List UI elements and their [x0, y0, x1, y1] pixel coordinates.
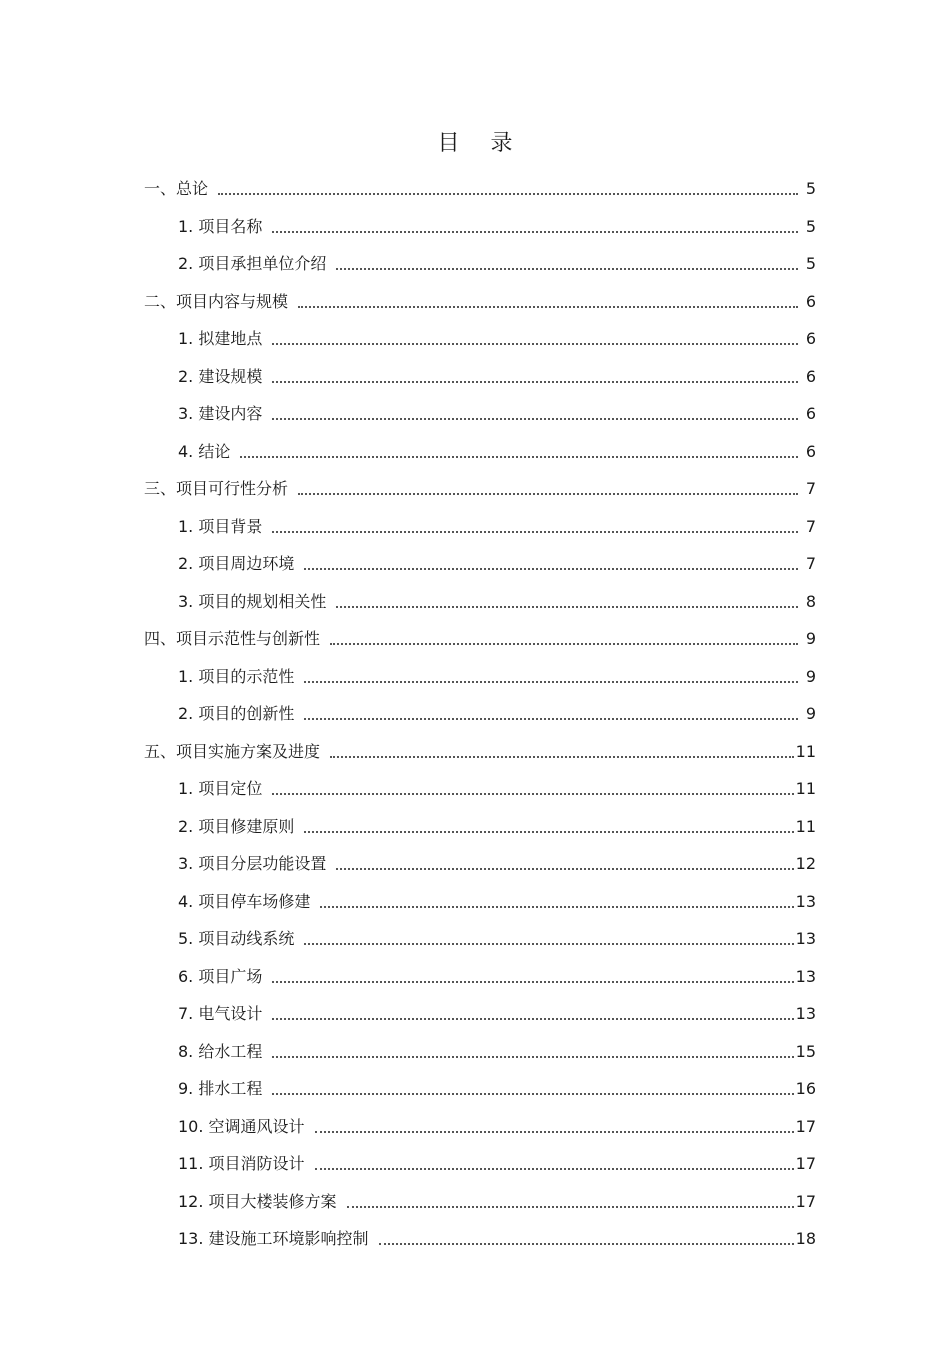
toc-entry-page-number: 11 — [795, 816, 816, 836]
toc-entry-page-number: 5 — [805, 179, 816, 198]
toc-entry-page-number: 7 — [805, 554, 816, 573]
dot-leader — [272, 1018, 793, 1020]
toc-section-entry[interactable] — [178, 696, 816, 724]
toc-section-entry[interactable] — [178, 584, 816, 612]
toc-section-entry[interactable] — [178, 921, 816, 949]
toc-entry-title: 5. 项目动线系统 — [178, 929, 295, 948]
toc-entry-page-number: 9 — [805, 704, 816, 723]
toc-entry-title: 3. 建设内容 — [178, 404, 263, 423]
toc-section-entry[interactable] — [178, 1071, 816, 1099]
toc-entry-title: 四、项目示范性与创新性 — [144, 629, 321, 648]
dot-leader — [298, 306, 798, 308]
toc-entry-page-number: 5 — [805, 254, 816, 273]
toc-entry-title: 4. 结论 — [178, 441, 231, 461]
toc-entry-page-number: 16 — [795, 1079, 816, 1098]
toc-entry-title: 3. 项目的规划相关性 — [178, 591, 327, 611]
dot-leader — [315, 1131, 794, 1133]
dot-leader — [336, 868, 793, 870]
dot-leader — [315, 1168, 794, 1170]
toc-entry-page-number: 6 — [805, 291, 816, 311]
toc-chapter-entry[interactable] — [144, 471, 816, 499]
dot-leader — [379, 1243, 794, 1245]
toc-entry-title: 2. 项目承担单位介绍 — [178, 254, 327, 273]
toc-section-entry[interactable] — [178, 959, 816, 987]
toc-entry-title: 1. 项目定位 — [178, 779, 263, 798]
toc-section-entry[interactable] — [178, 546, 816, 574]
toc-entry-title: 2. 项目的创新性 — [178, 704, 295, 723]
toc-section-entry[interactable] — [178, 1221, 816, 1249]
toc-chapter-entry[interactable] — [144, 284, 816, 312]
toc-section-entry[interactable] — [178, 1146, 816, 1174]
toc-section-entry[interactable] — [178, 1109, 816, 1137]
toc-entry-page-number: 5 — [805, 216, 816, 236]
toc-section-entry[interactable] — [178, 771, 816, 799]
dot-leader — [272, 1056, 793, 1058]
toc-entry-title: 3. 项目分层功能设置 — [178, 854, 327, 873]
toc-chapter-entry[interactable] — [144, 621, 816, 649]
toc-entry-title: 7. 电气设计 — [178, 1004, 263, 1023]
dot-leader — [336, 606, 798, 608]
toc-entry-title: 三、项目可行性分析 — [144, 479, 289, 498]
toc-section-entry[interactable] — [178, 434, 816, 462]
toc-entry-page-number: 8 — [805, 591, 816, 611]
toc-entry-page-number: 11 — [795, 779, 816, 798]
toc-section-entry[interactable] — [178, 396, 816, 424]
dot-leader — [272, 1093, 793, 1095]
toc-section-entry[interactable] — [178, 996, 816, 1024]
toc-chapter-entry[interactable] — [144, 734, 816, 762]
dot-leader — [304, 831, 793, 833]
toc-entry-page-number: 7 — [805, 479, 816, 498]
toc-section-entry[interactable] — [178, 846, 816, 874]
toc-entry-page-number: 15 — [795, 1041, 816, 1061]
dot-leader — [304, 568, 798, 570]
dot-leader — [218, 193, 798, 195]
toc-section-entry[interactable] — [178, 509, 816, 537]
toc-entry-title: 12. 项目大楼装修方案 — [178, 1191, 337, 1211]
toc-entry-page-number: 6 — [805, 404, 816, 423]
toc-entry-page-number: 6 — [805, 329, 816, 348]
dot-leader — [320, 906, 793, 908]
dot-leader — [272, 531, 798, 533]
dot-leader — [330, 643, 798, 645]
toc-entry-page-number: 6 — [805, 441, 816, 461]
dot-leader — [272, 418, 798, 420]
toc-entry-page-number: 18 — [795, 1229, 816, 1248]
toc-section-entry[interactable] — [178, 209, 816, 237]
toc-entry-title: 10. 空调通风设计 — [178, 1116, 305, 1136]
toc-entry-page-number: 7 — [805, 516, 816, 536]
toc-entry-title: 2. 项目周边环境 — [178, 554, 295, 573]
toc-section-entry[interactable] — [178, 1034, 816, 1062]
dot-leader — [298, 493, 798, 495]
toc-entry-title: 13. 建设施工环境影响控制 — [178, 1229, 369, 1248]
toc-entry-title: 1. 项目背景 — [178, 516, 263, 536]
toc-entry-title: 6. 项目广场 — [178, 966, 263, 986]
toc-entry-title: 8. 给水工程 — [178, 1041, 263, 1061]
toc-entry-page-number: 17 — [795, 1116, 816, 1136]
toc-entry-title: 4. 项目停车场修建 — [178, 891, 311, 911]
dot-leader — [272, 381, 798, 383]
toc-entry-page-number: 13 — [795, 891, 816, 911]
toc-entry-title: 1. 项目的示范性 — [178, 666, 295, 686]
dot-leader — [304, 718, 798, 720]
toc-chapter-entry[interactable] — [144, 171, 816, 199]
toc-entry-page-number: 17 — [795, 1154, 816, 1173]
toc-entry-title: 二、项目内容与规模 — [144, 291, 289, 311]
toc-section-entry[interactable] — [178, 359, 816, 387]
toc-entry-title: 2. 建设规模 — [178, 366, 263, 386]
dot-leader — [347, 1206, 794, 1208]
toc-entry-title: 11. 项目消防设计 — [178, 1154, 305, 1173]
dot-leader — [336, 268, 798, 270]
toc-entry-page-number: 13 — [795, 966, 816, 986]
toc-section-entry[interactable] — [178, 884, 816, 912]
dot-leader — [240, 456, 798, 458]
toc-entry-page-number: 9 — [805, 666, 816, 686]
toc-section-entry[interactable] — [178, 1184, 816, 1212]
toc-section-entry[interactable] — [178, 246, 816, 274]
toc-entry-page-number: 6 — [805, 366, 816, 386]
dot-leader — [330, 756, 794, 758]
toc-entry-title: 1. 项目名称 — [178, 216, 263, 236]
toc-entry-title: 五、项目实施方案及进度 — [144, 741, 321, 761]
toc-entry-page-number: 11 — [795, 741, 816, 761]
toc-entry-title: 一、总论 — [144, 179, 209, 198]
toc-entry-title: 2. 项目修建原则 — [178, 816, 295, 836]
page-title: 目 录 — [437, 131, 525, 156]
toc-entry-page-number: 13 — [795, 1004, 816, 1023]
toc-section-entry[interactable] — [178, 809, 816, 837]
dot-leader — [272, 793, 793, 795]
toc-entry-page-number: 13 — [795, 929, 816, 948]
dot-leader — [304, 943, 793, 945]
dot-leader — [304, 681, 798, 683]
toc-entry-title: 1. 拟建地点 — [178, 329, 263, 348]
toc-section-entry[interactable] — [178, 321, 816, 349]
toc-entry-page-number: 12 — [795, 854, 816, 873]
dot-leader — [272, 231, 798, 233]
toc-section-entry[interactable] — [178, 659, 816, 687]
dot-leader — [272, 343, 798, 345]
toc-entry-title: 9. 排水工程 — [178, 1079, 263, 1098]
dot-leader — [272, 981, 793, 983]
toc-entry-page-number: 17 — [795, 1191, 816, 1211]
toc-entry-page-number: 9 — [805, 629, 816, 648]
